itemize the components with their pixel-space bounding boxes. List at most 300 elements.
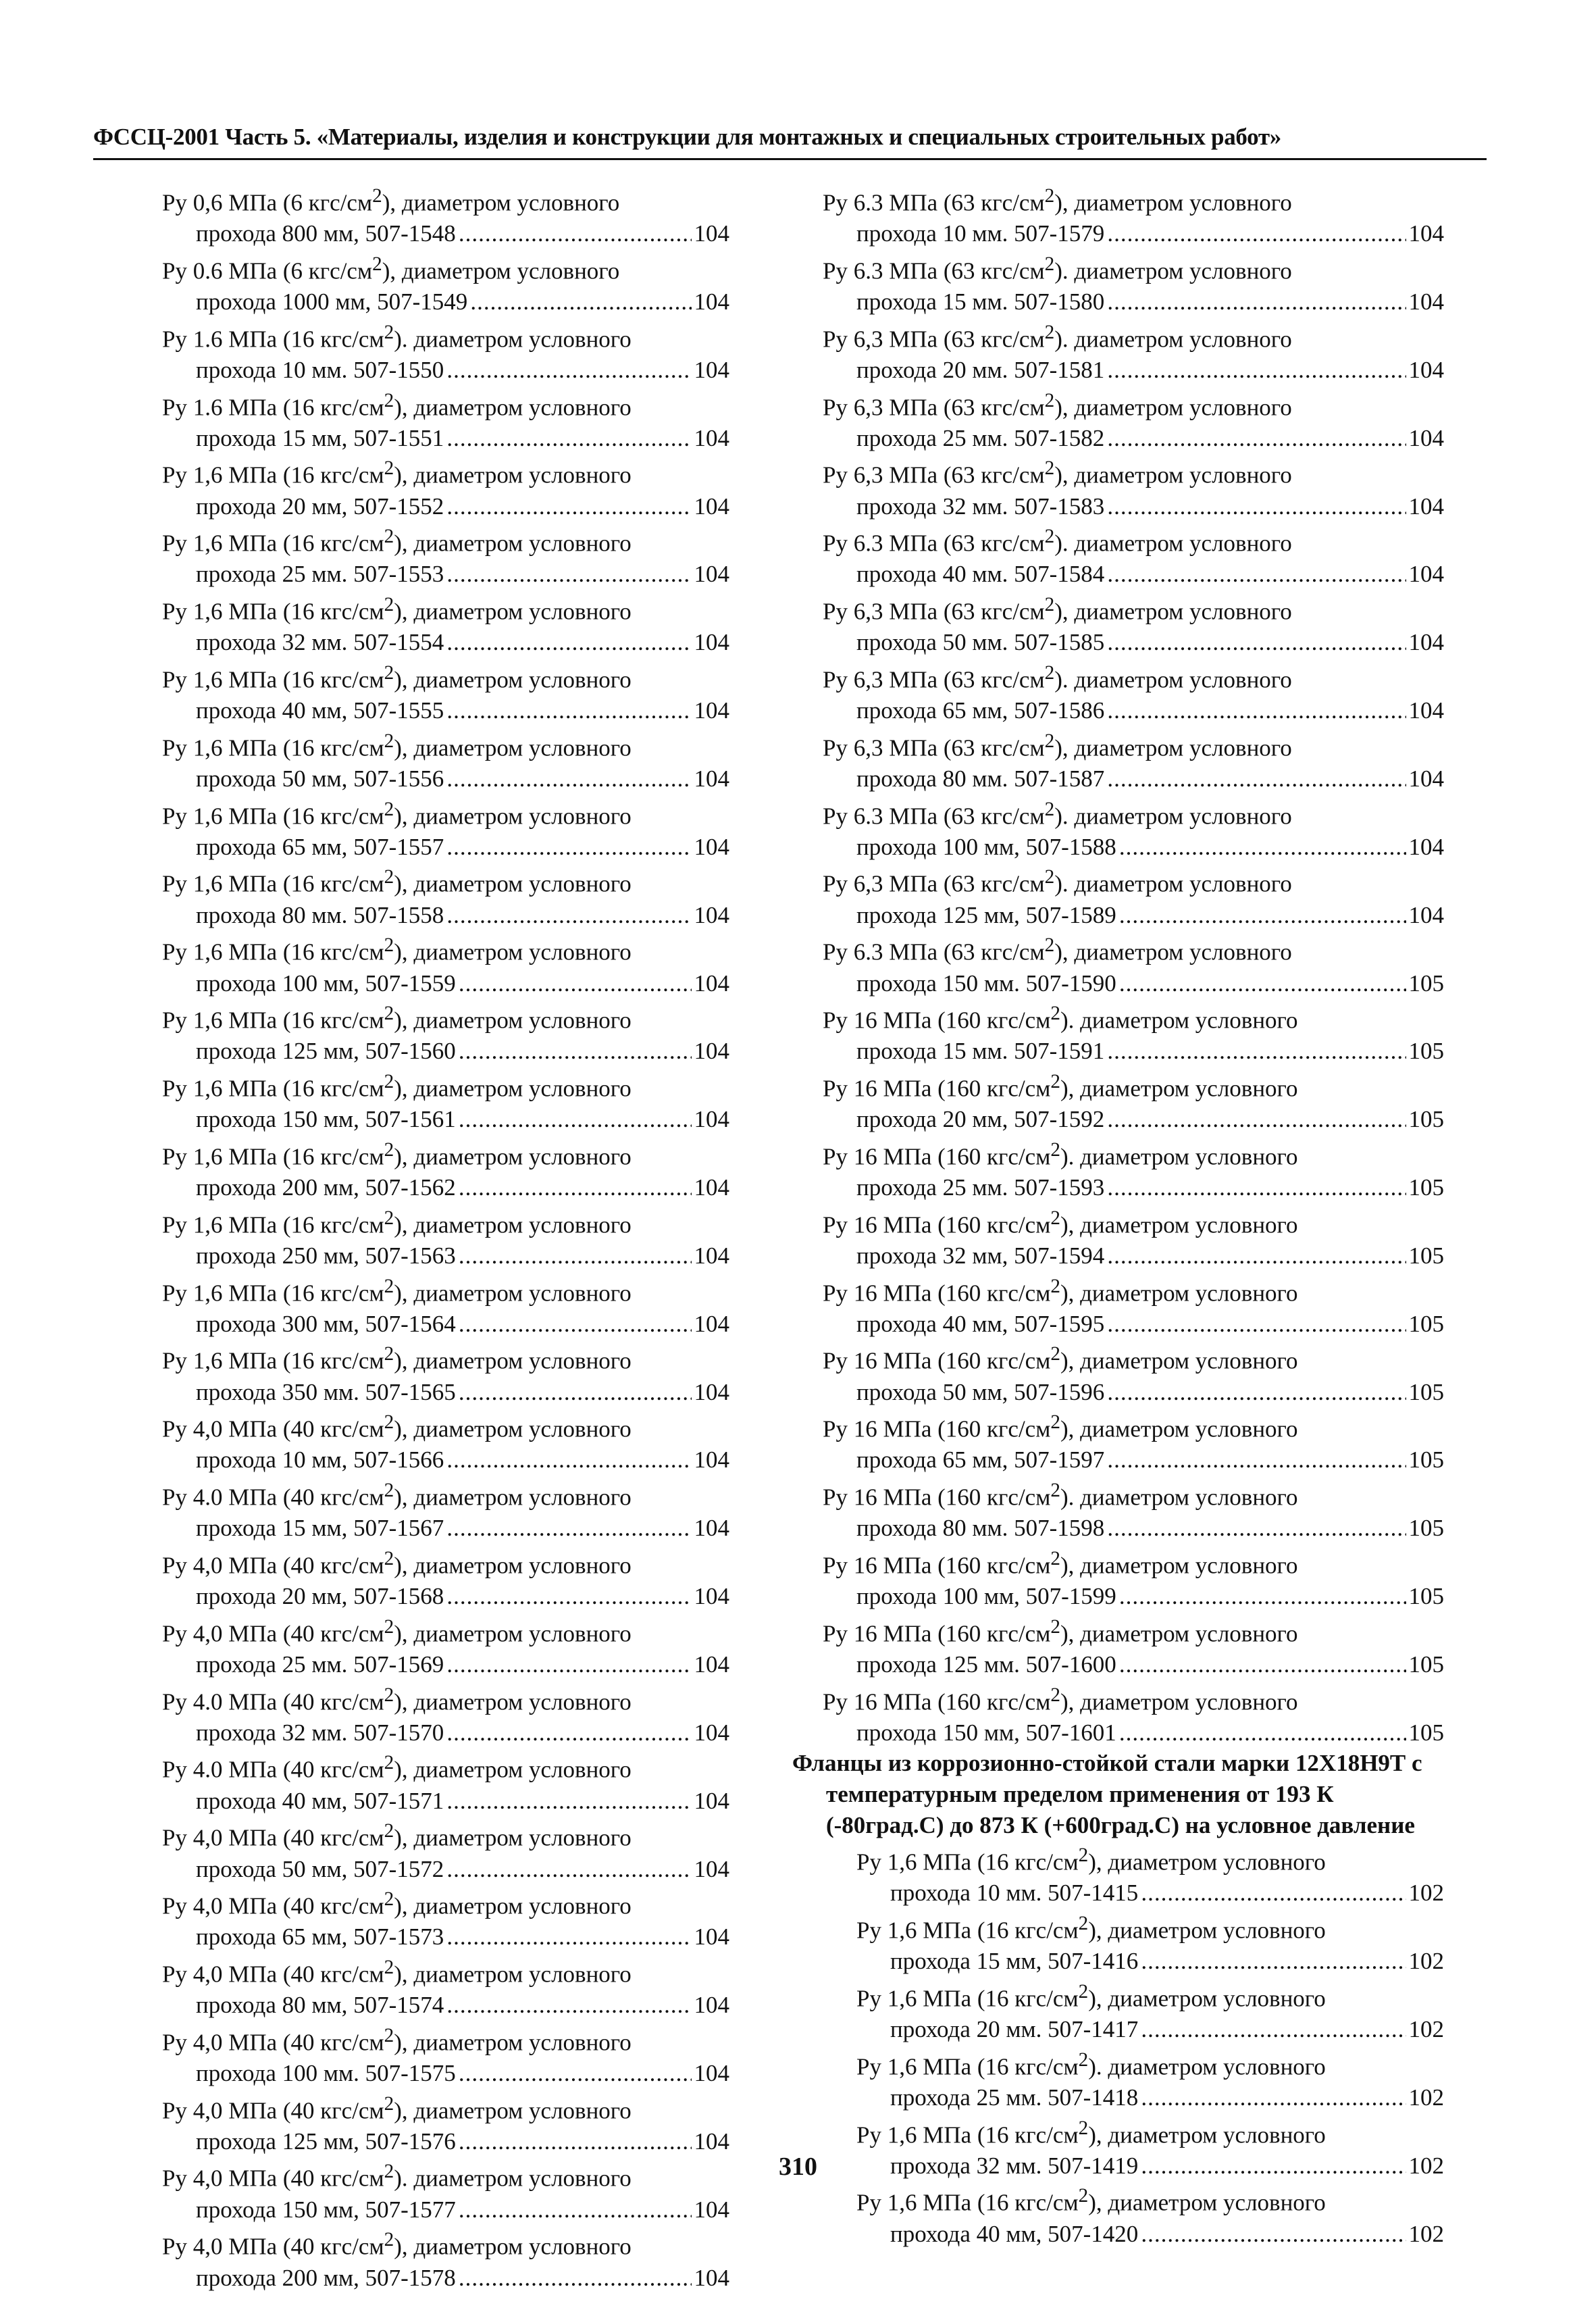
entry-code: прохода 15 мм. 507-1591 [856, 1038, 1105, 1065]
entry-line-1 [162, 249, 729, 286]
index-entry [823, 453, 1444, 522]
entry-pressure-text: Ру 16 МПа (160 кгс/см [823, 1348, 1051, 1374]
index-entry [162, 1272, 729, 1340]
index-entry [162, 1748, 729, 1816]
entry-code: прохода 15 мм, 507-1551 [196, 424, 444, 451]
dot-leader [459, 1377, 692, 1408]
entry-superscript: 2 [1078, 1844, 1089, 1867]
dot-leader [446, 1786, 691, 1817]
entry-line-1 [823, 1680, 1444, 1717]
entry-pressure-text: Ру 1,6 МПа (16 кгс/см [162, 871, 384, 898]
entry-page-ref: 104 [694, 1651, 729, 1678]
entry-line-2 [162, 1104, 729, 1135]
entry-pressure-text: Ру 4,0 МПа (40 кгс/см [162, 2165, 384, 2192]
entry-line-1 [823, 453, 1444, 491]
entry-pressure-text: Ру 16 МПа (160 кгс/см [823, 1620, 1051, 1647]
entry-pressure-text: Ру 0.6 МПа (6 кгс/см [162, 257, 373, 284]
entry-line-2 [162, 355, 729, 386]
entry-line-1 [162, 522, 729, 559]
entry-diameter-text: ). диаметром условного [1054, 530, 1292, 557]
entry-diameter-text: ), диаметром условного [394, 2029, 632, 2056]
entry-pressure-text: Ру 1,6 МПа (16 кгс/см [162, 1348, 384, 1374]
entry-line-2 [823, 355, 1444, 386]
dot-leader [1119, 1581, 1406, 1612]
entry-line-2 [162, 1921, 729, 1953]
entry-pressure-text: Ру 1.6 МПа (16 кгс/см [162, 394, 384, 421]
entry-line-1 [856, 2045, 1444, 2082]
entry-code: прохода 25 мм. 507-1418 [890, 2084, 1139, 2111]
entry-pressure-text: Ру 6.3 МПа (63 кгс/см [823, 189, 1045, 216]
entry-pressure-text: Ру 16 МПа (160 кгс/см [823, 1552, 1051, 1579]
entry-pressure-text: Ру 16 МПа (160 кгс/см [823, 1688, 1051, 1715]
entry-superscript: 2 [384, 1003, 394, 1025]
entry-line-2 [856, 2219, 1444, 2250]
entry-line-1 [162, 453, 729, 491]
entry-code: прохода 40 мм. 507-1584 [856, 561, 1105, 588]
entry-page-ref: 105 [1408, 1174, 1444, 1201]
entry-page-ref: 105 [1408, 1038, 1444, 1065]
entry-superscript: 2 [384, 1480, 394, 1502]
entry-diameter-text: ), диаметром условного [382, 257, 620, 284]
entry-line-1 [823, 1135, 1444, 1172]
entry-code: прохода 10 мм. 507-1415 [890, 1880, 1139, 1907]
entry-page-ref: 104 [694, 1106, 729, 1133]
entry-pressure-text: Ру 16 МПа (160 кгс/см [823, 1075, 1051, 1102]
index-entry [162, 2021, 729, 2089]
dot-leader [1141, 1878, 1406, 1909]
entry-superscript: 2 [372, 185, 382, 207]
entry-diameter-text: ), диаметром условного [1088, 1917, 1326, 1944]
entry-diameter-text: ), диаметром условного [1088, 2121, 1326, 2148]
entry-line-2 [823, 1717, 1444, 1749]
index-entry [823, 249, 1444, 318]
entry-line-1 [823, 318, 1444, 355]
entry-pressure-text: Ру 6,3 МПа (63 кгс/см [823, 871, 1045, 898]
entry-code: прохода 800 мм, 507-1548 [196, 220, 456, 247]
index-column-right [792, 181, 1444, 2249]
entry-pressure-text: Ру 1,6 МПа (16 кгс/см [162, 1211, 384, 1238]
index-entry [856, 1840, 1444, 1909]
index-entry [162, 386, 729, 454]
entry-pressure-text: Ру 4,0 МПа (40 кгс/см [162, 1415, 384, 1442]
entry-page-ref: 102 [1408, 1948, 1444, 1975]
dot-leader [446, 763, 691, 795]
entry-pressure-text: Ру 6,3 МПа (63 кгс/см [823, 462, 1045, 489]
entry-diameter-text: ), диаметром условного [394, 1688, 632, 1715]
entry-page-ref: 104 [1408, 561, 1444, 588]
entry-page-ref: 104 [694, 561, 729, 588]
index-entry [162, 1544, 729, 1612]
entry-line-2 [856, 1878, 1444, 1909]
dot-leader [459, 1172, 692, 1203]
dot-leader [1107, 627, 1406, 658]
entry-line-1 [162, 1544, 729, 1581]
dot-leader [1107, 286, 1406, 318]
entry-page-ref: 104 [1408, 288, 1444, 316]
entry-line-2 [162, 2058, 729, 2089]
entry-line-1 [823, 590, 1444, 627]
entry-line-2 [162, 627, 729, 658]
entry-pressure-text: Ру 1,6 МПа (16 кгс/см [162, 462, 384, 489]
dot-leader [446, 1854, 691, 1885]
entry-pressure-text: Ру 1,6 МПа (16 кгс/см [856, 1917, 1079, 1944]
entry-pressure-text: Ру 4,0 МПа (40 кгс/см [162, 1892, 384, 1919]
entry-pressure-text: Ру 1,6 МПа (16 кгс/см [162, 938, 384, 965]
entry-line-1 [162, 1067, 729, 1104]
entry-line-1 [823, 999, 1444, 1036]
entry-superscript: 2 [384, 389, 394, 411]
entry-line-1 [823, 249, 1444, 286]
entry-line-1 [162, 862, 729, 899]
entry-pressure-text: Ру 16 МПа (160 кгс/см [823, 1415, 1051, 1442]
entry-diameter-text: ), диаметром условного [394, 871, 632, 898]
entry-line-2 [823, 627, 1444, 658]
entry-page-ref: 104 [1408, 220, 1444, 247]
dot-leader [446, 1581, 691, 1612]
dot-leader [446, 1990, 691, 2021]
entry-superscript: 2 [1078, 1913, 1089, 1935]
entry-page-ref: 104 [694, 1242, 729, 1269]
entry-line-2 [823, 1649, 1444, 1680]
index-entry [823, 1544, 1444, 1612]
entry-code: прохода 65 мм, 507-1586 [856, 697, 1105, 724]
entry-code: прохода 25 мм. 507-1593 [856, 1174, 1105, 1201]
entry-pressure-text: Ру 6,3 МПа (63 кгс/см [823, 598, 1045, 625]
dot-leader [1107, 559, 1406, 590]
entry-pressure-text: Ру 1,6 МПа (16 кгс/см [856, 2053, 1079, 2080]
entry-superscript: 2 [1044, 321, 1055, 343]
index-entry [823, 181, 1444, 249]
entry-page-ref: 104 [694, 1787, 729, 1814]
header-rule [93, 158, 1487, 160]
entry-code: прохода 100 мм, 507-1599 [856, 1583, 1116, 1610]
dot-leader [1107, 218, 1406, 249]
entry-pressure-text: Ру 16 МПа (160 кгс/см [823, 1484, 1051, 1511]
entry-line-2 [162, 1172, 729, 1203]
entry-page-ref: 104 [694, 2128, 729, 2155]
entry-line-2 [162, 763, 729, 795]
entry-superscript: 2 [384, 934, 394, 957]
index-entry [823, 522, 1444, 590]
entry-code: прохода 65 мм, 507-1573 [196, 1923, 444, 1951]
index-entry [856, 1977, 1444, 2045]
entry-page-ref: 104 [694, 356, 729, 383]
entry-line-2 [162, 1649, 729, 1680]
entry-code: прохода 50 мм, 507-1596 [856, 1378, 1105, 1405]
entry-superscript: 2 [1044, 457, 1055, 480]
entry-code: прохода 100 мм, 507-1588 [856, 833, 1116, 860]
entry-pressure-text: Ру 1,6 МПа (16 кгс/см [162, 666, 384, 693]
entry-line-1 [162, 999, 729, 1036]
entry-page-ref: 104 [694, 2264, 729, 2291]
entry-pressure-text: Ру 1,6 МПа (16 кгс/см [856, 1848, 1079, 1876]
dot-leader [1119, 900, 1406, 931]
entry-line-1 [856, 2181, 1444, 2218]
entry-pressure-text: Ру 1,6 МПа (16 кгс/см [162, 1280, 384, 1307]
index-entry [823, 1476, 1444, 1544]
entry-diameter-text: ), диаметром условного [394, 1757, 632, 1784]
index-entry [856, 2181, 1444, 2249]
entry-pressure-text: Ру 16 МПа (160 кгс/см [823, 1280, 1051, 1307]
entry-line-1 [823, 1272, 1444, 1309]
entry-code: прохода 50 мм. 507-1585 [856, 629, 1105, 656]
entry-code: прохода 150 мм. 507-1590 [856, 970, 1116, 997]
entry-code: прохода 65 мм, 507-1597 [856, 1447, 1105, 1474]
entry-page-ref: 105 [1408, 1378, 1444, 1405]
entry-line-1 [823, 181, 1444, 218]
entry-diameter-text: ), диаметром условного [394, 1415, 632, 1442]
entry-page-ref: 104 [694, 424, 729, 451]
entry-diameter-text: ), диаметром условного [394, 666, 632, 693]
entry-line-2 [162, 1036, 729, 1067]
index-entry [162, 2225, 729, 2293]
entry-line-1 [162, 2021, 729, 2058]
entry-line-2 [823, 1377, 1444, 1408]
entry-code: прохода 32 мм. 507-1583 [856, 493, 1105, 520]
entry-diameter-text: ), диаметром условного [1060, 1552, 1298, 1579]
entry-superscript: 2 [384, 1207, 394, 1229]
entry-code: прохода 150 мм, 507-1561 [196, 1106, 456, 1133]
entry-code: прохода 25 мм. 507-1569 [196, 1651, 444, 1678]
dot-leader [446, 559, 691, 590]
entry-code: прохода 125 мм, 507-1560 [196, 1038, 456, 1065]
entry-diameter-text: ), диаметром условного [1088, 1848, 1326, 1876]
entry-line-2 [162, 1717, 729, 1749]
entry-pressure-text: Ру 1,6 МПа (16 кгс/см [162, 803, 384, 830]
entry-code: прохода 20 мм. 507-1581 [856, 356, 1105, 383]
entry-superscript: 2 [384, 526, 394, 548]
entry-line-2 [162, 2263, 729, 2294]
entry-superscript: 2 [384, 1956, 394, 1978]
entry-diameter-text: ). диаметром условного [1060, 1484, 1298, 1511]
index-entry [823, 1612, 1444, 1680]
entry-diameter-text: ), диаметром условного [1060, 1688, 1298, 1715]
entry-superscript: 2 [384, 1070, 394, 1092]
entry-diameter-text: ). диаметром условного [394, 326, 632, 353]
entry-line-2 [162, 423, 729, 454]
entry-code: прохода 10 мм. 507-1550 [196, 356, 444, 383]
entry-page-ref: 104 [694, 493, 729, 520]
index-entry [823, 726, 1444, 795]
entry-line-1 [162, 1339, 729, 1376]
entry-line-1 [162, 658, 729, 695]
entry-superscript: 2 [1050, 1070, 1060, 1092]
entry-pressure-text: Ру 1,6 МПа (16 кгс/см [162, 1075, 384, 1102]
entry-pressure-text: Ру 4,0 МПа (40 кгс/см [162, 2097, 384, 2124]
entry-line-2 [823, 1172, 1444, 1203]
dot-leader [446, 695, 691, 726]
entry-diameter-text: ), диаметром условного [394, 462, 632, 489]
index-entry [162, 1067, 729, 1135]
entry-line-1 [856, 1840, 1444, 1878]
entry-code: прохода 20 мм, 507-1592 [856, 1106, 1105, 1133]
dot-leader [446, 1717, 691, 1749]
dot-leader [459, 1309, 692, 1340]
entry-superscript: 2 [384, 1615, 394, 1638]
index-entry [162, 181, 729, 249]
entry-superscript: 2 [1050, 1003, 1060, 1025]
entry-superscript: 2 [1050, 1547, 1060, 1569]
index-entry [162, 726, 729, 795]
section-heading: Фланцы из коррозионно-стойкой стали марки 12Х18Н9Т с температурным пределом применения от 193 К (-80град.С) до 873 К (+600град.С) на условное давление [792, 1750, 1422, 1838]
entry-line-1 [162, 1272, 729, 1309]
entry-code: прохода 25 мм. 507-1582 [856, 424, 1105, 451]
entry-page-ref: 104 [694, 1174, 729, 1201]
entry-line-2 [823, 286, 1444, 318]
entry-line-2 [823, 1513, 1444, 1544]
entry-line-2 [162, 1513, 729, 1544]
entry-line-1 [823, 386, 1444, 423]
entry-line-1 [162, 1407, 729, 1444]
entry-pressure-text: Ру 1,6 МПа (16 кгс/см [856, 2190, 1079, 2217]
entry-line-1 [823, 795, 1444, 832]
index-entry [162, 1407, 729, 1476]
dot-leader [1119, 968, 1406, 999]
entry-line-2 [162, 286, 729, 318]
entry-line-2 [823, 559, 1444, 590]
entry-diameter-text: ). диаметром условного [1060, 1007, 1298, 1034]
entry-line-1 [856, 1909, 1444, 1946]
entry-page-ref: 104 [694, 970, 729, 997]
entry-line-2 [162, 1444, 729, 1476]
entry-superscript: 2 [1050, 1275, 1060, 1297]
entry-diameter-text: ), диаметром условного [394, 1552, 632, 1579]
entry-code: прохода 20 мм, 507-1568 [196, 1583, 444, 1610]
entry-code: прохода 20 мм, 507-1552 [196, 493, 444, 520]
entry-code: прохода 32 мм. 507-1419 [890, 2152, 1139, 2179]
entry-diameter-text: ), диаметром условного [394, 530, 632, 557]
entry-code: прохода 40 мм, 507-1595 [856, 1310, 1105, 1337]
entry-line-2 [162, 1240, 729, 1272]
entry-superscript: 2 [384, 1888, 394, 1911]
entry-diameter-text: ), диаметром условного [394, 1211, 632, 1238]
entry-line-2 [162, 1990, 729, 2021]
entry-superscript: 2 [1044, 866, 1055, 888]
entry-diameter-text: ). диаметром условного [1054, 666, 1292, 693]
entry-page-ref: 104 [694, 1855, 729, 1882]
entry-pressure-text: Ру 6.3 МПа (63 кгс/см [823, 803, 1045, 830]
entry-line-1 [162, 1816, 729, 1853]
entry-line-2 [823, 1240, 1444, 1272]
entry-superscript: 2 [384, 1684, 394, 1706]
dot-leader [1141, 2082, 1406, 2113]
index-entry [162, 522, 729, 590]
entry-line-1 [162, 2089, 729, 2126]
index-entry [162, 999, 729, 1067]
entry-pressure-text: Ру 4.0 МПа (40 кгс/см [162, 1688, 384, 1715]
entry-pressure-text: Ру 16 МПа (160 кгс/см [823, 1143, 1051, 1170]
entry-code: прохода 32 мм. 507-1554 [196, 629, 444, 656]
entry-superscript: 2 [384, 594, 394, 616]
entry-diameter-text: ). диаметром условного [1054, 803, 1292, 830]
dot-leader [446, 832, 691, 863]
entry-page-ref: 104 [694, 1583, 729, 1610]
entry-page-ref: 104 [1408, 356, 1444, 383]
entry-diameter-text: ), диаметром условного [1060, 1280, 1298, 1307]
entry-line-2 [162, 218, 729, 249]
index-entry [162, 795, 729, 863]
index-entry [162, 1135, 729, 1203]
entry-line-2 [162, 832, 729, 863]
entry-diameter-text: ), диаметром условного [394, 1280, 632, 1307]
entry-line-2 [823, 695, 1444, 726]
entry-page-ref: 104 [694, 1719, 729, 1746]
entry-superscript: 2 [1078, 2185, 1089, 2207]
entry-superscript: 2 [1044, 389, 1055, 411]
entry-line-2 [162, 900, 729, 931]
entry-diameter-text: ), диаметром условного [1054, 394, 1292, 421]
entry-superscript: 2 [1044, 253, 1055, 275]
entry-page-ref: 104 [694, 765, 729, 792]
entry-superscript: 2 [384, 1820, 394, 1842]
index-entry [162, 453, 729, 522]
entry-line-1 [823, 726, 1444, 763]
entry-line-2 [162, 559, 729, 590]
dot-leader [1107, 1172, 1406, 1203]
dot-leader [446, 1513, 691, 1544]
entry-line-2 [823, 491, 1444, 522]
entry-diameter-text: ), диаметром условного [382, 189, 620, 216]
entry-line-1 [162, 2225, 729, 2262]
entry-line-2 [162, 1786, 729, 1817]
entry-diameter-text: ), диаметром условного [394, 803, 632, 830]
entry-line-1 [162, 318, 729, 355]
index-entry [823, 862, 1444, 930]
entry-pressure-text: Ру 16 МПа (160 кгс/см [823, 1007, 1051, 1034]
entry-code: прохода 40 мм, 507-1555 [196, 697, 444, 724]
entry-line-2 [856, 1946, 1444, 1977]
entry-code: прохода 10 мм. 507-1579 [856, 220, 1105, 247]
entry-superscript: 2 [1078, 2117, 1089, 2139]
dot-leader [459, 1240, 692, 1272]
entry-superscript: 2 [384, 1752, 394, 1774]
entry-code: прохода 32 мм. 507-1570 [196, 1719, 444, 1746]
entry-pressure-text: Ру 1,6 МПа (16 кгс/см [856, 2121, 1079, 2148]
entry-page-ref: 104 [1408, 697, 1444, 724]
entry-pressure-text: Ру 6,3 МПа (63 кгс/см [823, 666, 1045, 693]
dot-leader [446, 491, 691, 522]
entry-code: прохода 150 мм, 507-1577 [196, 2196, 456, 2223]
index-entry [162, 1476, 729, 1544]
entry-code: прохода 100 мм, 507-1559 [196, 970, 456, 997]
entry-page-ref: 102 [1408, 2152, 1444, 2179]
right-entry-list [823, 181, 1444, 1748]
dot-leader [459, 1036, 692, 1067]
entry-superscript: 2 [384, 730, 394, 752]
entry-line-2 [162, 1377, 729, 1408]
entry-pressure-text: Ру 1,6 МПа (16 кгс/см [162, 598, 384, 625]
entry-line-2 [162, 1854, 729, 1885]
dot-leader [459, 2263, 692, 2294]
entry-pressure-text: Ру 1,6 МПа (16 кгс/см [162, 530, 384, 557]
index-entry [823, 1339, 1444, 1407]
entry-line-1 [823, 1339, 1444, 1376]
dot-leader [459, 218, 692, 249]
entry-diameter-text: ), диаметром условного [394, 394, 632, 421]
entry-page-ref: 104 [1408, 493, 1444, 520]
entry-pressure-text: Ру 1,6 МПа (16 кгс/см [162, 734, 384, 761]
entry-line-1 [823, 930, 1444, 967]
entry-line-1 [856, 1977, 1444, 2014]
dot-leader [459, 2058, 692, 2089]
index-entry [823, 318, 1444, 386]
entry-diameter-text: ), диаметром условного [1060, 1620, 1298, 1647]
entry-diameter-text: ), диаметром условного [394, 598, 632, 625]
entry-line-1 [823, 1203, 1444, 1240]
entry-pressure-text: Ру 1,6 МПа (16 кгс/см [162, 1143, 384, 1170]
entry-diameter-text: ), диаметром условного [1054, 189, 1292, 216]
entry-page-ref: 105 [1408, 1242, 1444, 1269]
